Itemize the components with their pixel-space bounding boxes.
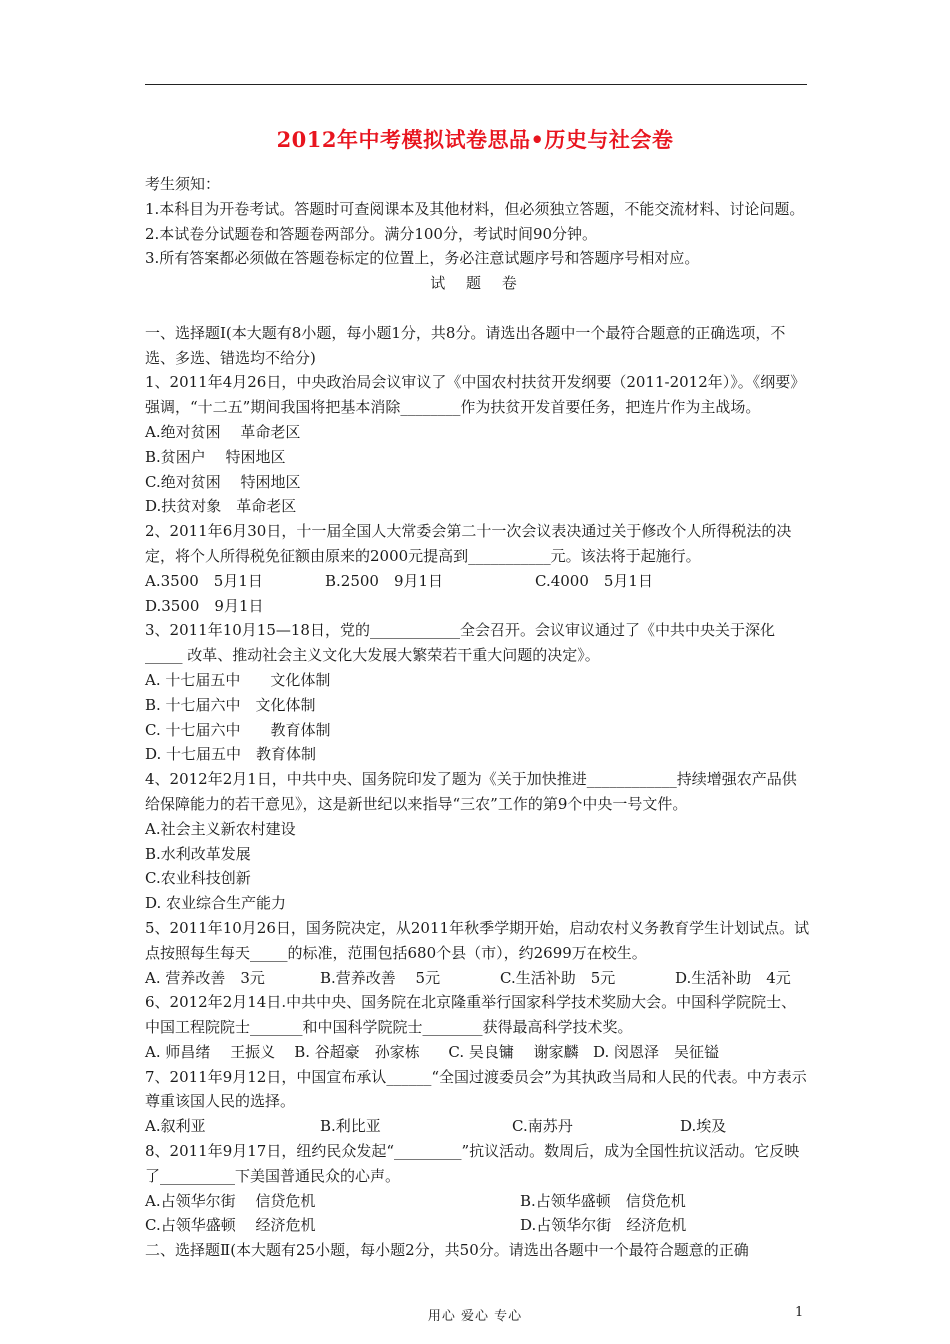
option-a: A.叙利亚 <box>145 1117 206 1136</box>
option-c: C.绝对贫困 特困地区 <box>145 472 301 491</box>
option-d: D. 闵恩泽 吴征镒 <box>592 1042 719 1061</box>
question-1: 1、2011年4月26日，中央政治局会议审议了《中国农村扶贫开发纲要（2011-2012年）》。《纲要》强调，“十二五”期间我国将把基本消除________作为扶贫开发首要任务，把连片作为主战场。 <box>145 373 806 417</box>
option-c: C.农业科技创新 <box>145 869 251 888</box>
option-d: D.占领华尔街 经济危机 <box>520 1216 687 1235</box>
footer-slogan: 用心 爱心 专心 <box>427 1309 523 1324</box>
page-title: 2012年中考模拟试卷思品•历史与社会卷 <box>276 127 674 152</box>
option-a: A. 营养改善 3元 <box>145 968 265 987</box>
option-b: B.利比亚 <box>320 1117 381 1136</box>
option-d: D.埃及 <box>680 1117 727 1136</box>
option-c: C. 吴良镛 谢家麟 <box>448 1042 579 1061</box>
spacer <box>145 296 810 321</box>
notice-item: 3.所有答案都必须做在答题卷标定的位置上，务必注意试题序号和答题序号相对应。 <box>145 249 700 268</box>
options-3 <box>145 668 810 767</box>
section1-heading: 一、选择题Ⅰ(本大题有8小题，每小题1分，共8分。请选出各题中一个最符合题意的正确选项，不选、多选、错选均不给分) <box>145 323 786 367</box>
section-title: 试 题 卷 <box>430 274 525 293</box>
question-5: 5、2011年10月26日，国务院决定，从2011年秋季学期开始，启动农村义务教育学生计划试点。试点按照每生每天_____的标准，范围包括680个县（市），约2699万在校生。 <box>145 918 810 962</box>
options-2 <box>145 569 810 619</box>
option-a: A. 师昌绪 王振义 <box>145 1042 276 1061</box>
option-b: B.营养改善 5元 <box>320 968 441 987</box>
option-a: A.绝对贫困 革命老区 <box>145 422 301 441</box>
options-6 <box>145 1040 810 1065</box>
question-2: 2、2011年6月30日，十一届全国人大常委会第二十一次会议表决通过关于修改个人所得税法的决定，将个人所得税免征额由原来的2000元提高到___________元。该法将于起施行。 <box>145 522 792 565</box>
options-7 <box>145 1114 810 1139</box>
option-a: A.占领华尔街 信贷危机 <box>145 1191 316 1210</box>
option-a: A.3500 5月1日 <box>145 571 263 590</box>
option-a: A. 十七届五中 文化体制 <box>145 670 331 689</box>
notice-item: 1.本科目为开卷考试。答题时可查阅课本及其他材料，但必须独立答题，不能交流材料、讨论问题。 <box>145 199 805 218</box>
option-c: C.生活补助 5元 <box>500 968 616 987</box>
options-8 <box>145 1189 810 1239</box>
option-b: B.水利改革发展 <box>145 844 251 863</box>
document-body <box>145 172 810 1263</box>
option-c: C.南苏丹 <box>512 1117 573 1136</box>
option-c: C. 十七届六中 教育体制 <box>145 720 331 739</box>
options-1 <box>145 420 810 519</box>
page-number: 1 <box>795 1305 804 1320</box>
option-b: B. 十七届六中 文化体制 <box>145 695 316 714</box>
header-rule <box>145 84 807 85</box>
options-4 <box>145 817 810 916</box>
option-d: D.3500 9月1日 <box>145 596 264 615</box>
option-a: A.社会主义新农村建设 <box>145 819 296 838</box>
option-b: B. 谷超豪 孙家栋 <box>294 1042 420 1061</box>
option-b: B.2500 9月1日 <box>325 571 444 590</box>
question-8: 8、2011年9月17日，纽约民众发起“_________”抗议活动。数周后，成为全国性抗议活动。它反映了__________下美国普通民众的心声。 <box>145 1142 800 1185</box>
option-b: B.贫困户 特困地区 <box>145 447 286 466</box>
question-6: 6、2012年2月14日.中共中央、国务院在北京隆重举行国家科学技术奖励大会。中国科学院院士、中国工程院院士_______和中国科学院院士________获得最高科学技术奖。 <box>145 993 797 1037</box>
question-3: 3、2011年10月15—18日，党的____________全会召开。会议审议通过了《中共中央关于深化_____ 改革、推动社会主义文化大发展大繁荣若干重大问题的决定》。 <box>145 621 775 665</box>
option-d: D.生活补助 4元 <box>675 968 791 987</box>
option-b: B.占领华盛顿 信贷危机 <box>520 1191 686 1210</box>
question-7: 7、2011年9月12日，中国宣布承认______“全国过渡委员会”为其执政当局和人民的代表。中方表示尊重该国人民的选择。 <box>145 1067 807 1111</box>
question-4: 4、2012年2月1日，中共中央、国务院印发了题为《关于加快推进____________持续增强农产品供给保障能力的若干意见》，这是新世纪以来指导“三农”工作的第9个中央一号文件。 <box>145 770 797 813</box>
option-c: C.4000 5月1日 <box>535 571 653 590</box>
option-d: D. 十七届五中 教育体制 <box>145 745 317 764</box>
notice-heading: 考生须知： <box>145 175 221 193</box>
option-c: C.占领华盛顿 经济危机 <box>145 1216 316 1235</box>
section2-heading: 二、选择题Ⅱ(本大题有25小题，每小题2分，共50分。请选出各题中一个最符合题意的正确 <box>145 1241 749 1260</box>
option-d: D. 农业综合生产能力 <box>145 894 287 913</box>
notice-item: 2.本试卷分试题卷和答题卷两部分。满分100分，考试时间90分钟。 <box>145 224 598 243</box>
option-d: D.扶贫对象 革命老区 <box>145 497 297 516</box>
options-5 <box>145 966 810 991</box>
